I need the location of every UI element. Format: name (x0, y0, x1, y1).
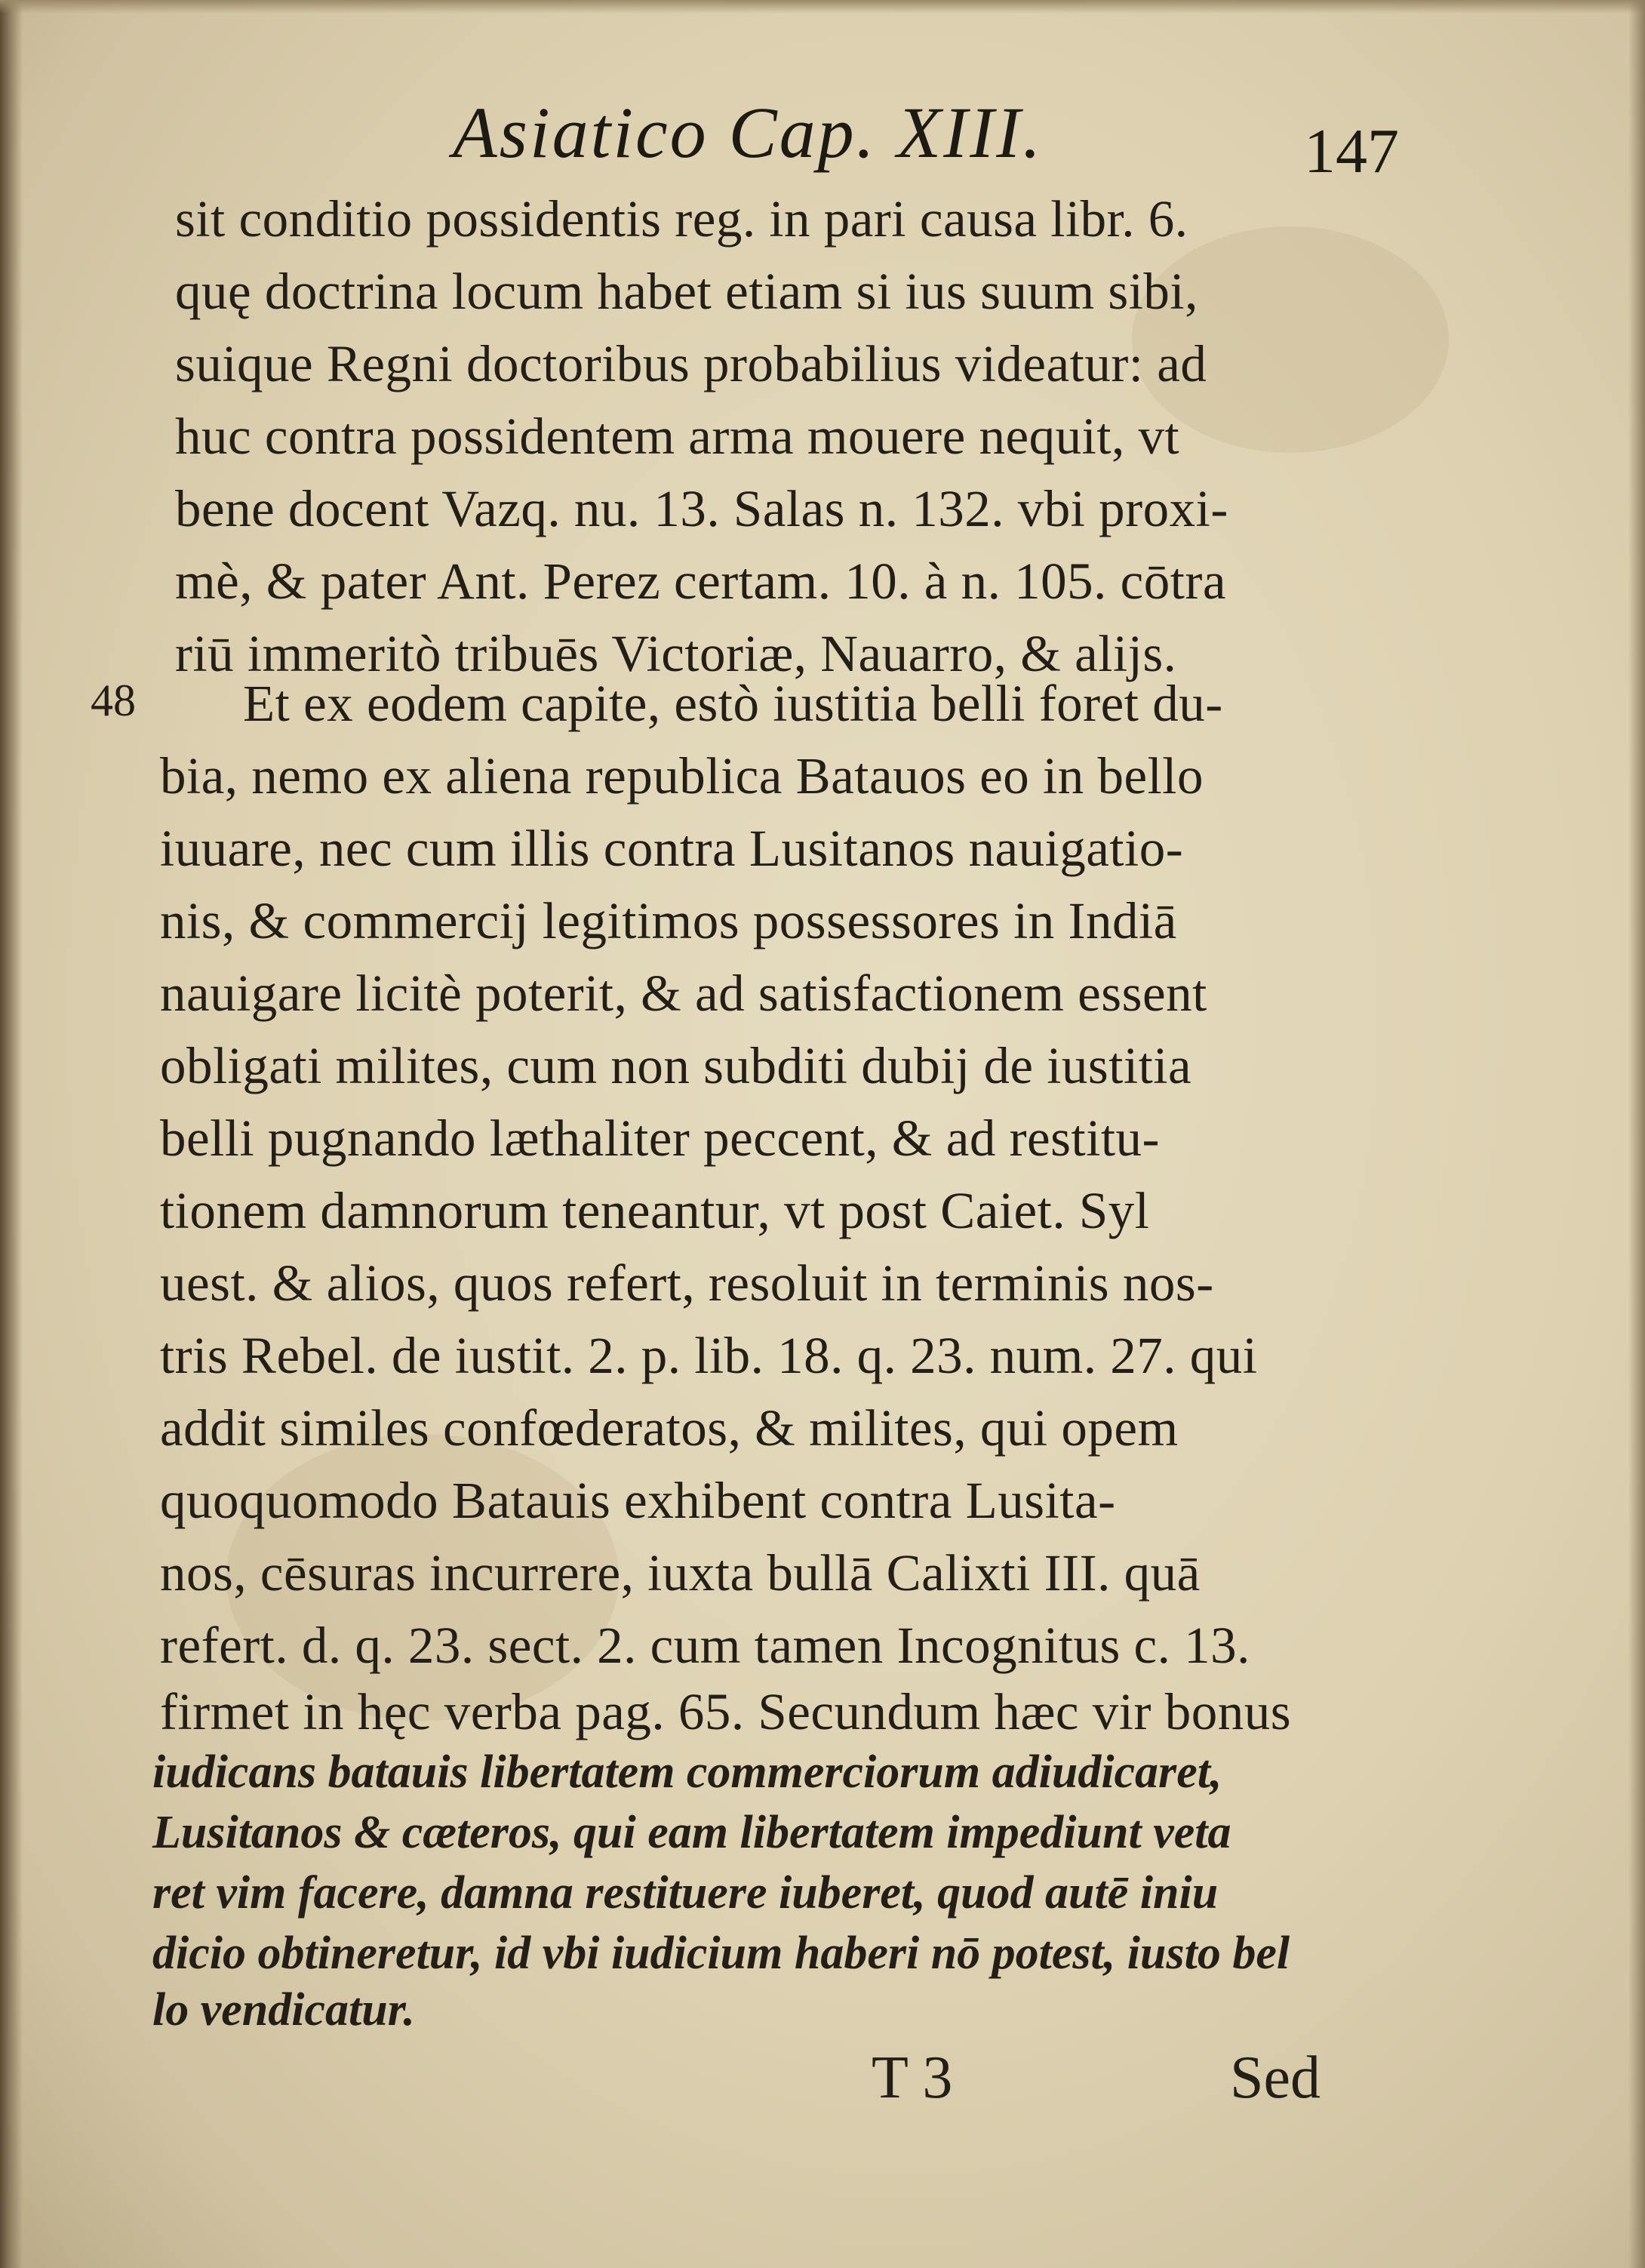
text-line: bene docent Vazq. nu. 13. Salas n. 132. vbi proxi- (175, 480, 1228, 537)
quotation-line: lo vendicatur. (152, 1984, 415, 2036)
quotation-line: ret vim facere, damna restituere iuberet, quod autē iniu (152, 1867, 1219, 1919)
quotation-line: dicio obtineretur, id vbi iudicium haberi nō potest, iusto bel (152, 1928, 1290, 1979)
text-line: huc contra possidentem arma mouere nequit, vt (175, 408, 1180, 465)
page-edge-left (0, 0, 23, 2268)
text-line: iuuare, nec cum illis contra Lusitanos nauigatio- (160, 820, 1184, 877)
text-line: mè, & pater Ant. Perez certam. 10. à n. 105. cōtra (175, 552, 1227, 610)
catchword: Sed (1230, 2045, 1321, 2111)
text-line: nos, cēsuras incurrere, iuxta bullā Calixti III. quā (160, 1544, 1201, 1602)
page-edge-top (0, 0, 1645, 14)
text-line: tionem damnorum teneantur, vt post Caiet. Syl (160, 1182, 1150, 1239)
text-line: quę doctrina locum habet etiam si ius suum sibi, (175, 263, 1198, 320)
text-line: nis, & commercij legitimos possessores in Indiā (160, 892, 1177, 949)
paragraph-number: 48 (91, 675, 136, 725)
text-line: addit similes confœderatos, & milites, qui opem (160, 1399, 1179, 1457)
quotation-line: iudicans batauis libertatem commerciorum adiudicaret, (152, 1746, 1222, 1798)
text-line: uest. & alios, quos refert, resoluit in terminis nos- (160, 1254, 1214, 1312)
signature-mark: T 3 (872, 2045, 953, 2111)
running-title: Asiatico Cap. XIII. (453, 92, 1044, 173)
text-line: nauigare licitè poterit, & ad satisfactionem essent (160, 965, 1207, 1022)
text-line: Et ex eodem capite, estò iustitia belli foret du- (243, 675, 1223, 732)
text-line: obligati milites, cum non subditi dubij de iustitia (160, 1037, 1192, 1094)
text-line: firmet in hęc verba pag. 65. Secundum hæc vir bonus (160, 1683, 1292, 1740)
text-line: suique Regni doctoribus probabilius videatur: ad (175, 335, 1207, 392)
text-line: riū immeritò tribuēs Victoriæ, Nauarro, & alijs. (175, 625, 1177, 682)
text-line: sit conditio possidentis reg. in pari causa libr. 6. (175, 190, 1188, 248)
text-line: bia, nemo ex aliena republica Batauos eo in bello (160, 747, 1204, 805)
page-edge-right (1628, 0, 1645, 2268)
text-line: quoquomodo Batauis exhibent contra Lusita- (160, 1472, 1116, 1529)
quotation-line: Lusitanos & cæteros, qui eam libertatem impediunt veta (152, 1807, 1231, 1858)
text-line: tris Rebel. de iustit. 2. p. lib. 18. q. 23. num. 27. qui (160, 1327, 1258, 1384)
text-line: belli pugnando læthaliter peccent, & ad restitu- (160, 1109, 1161, 1167)
text-line: refert. d. q. 23. sect. 2. cum tamen Incognitus c. 13. (160, 1617, 1250, 1674)
page-number: 147 (1304, 116, 1399, 186)
